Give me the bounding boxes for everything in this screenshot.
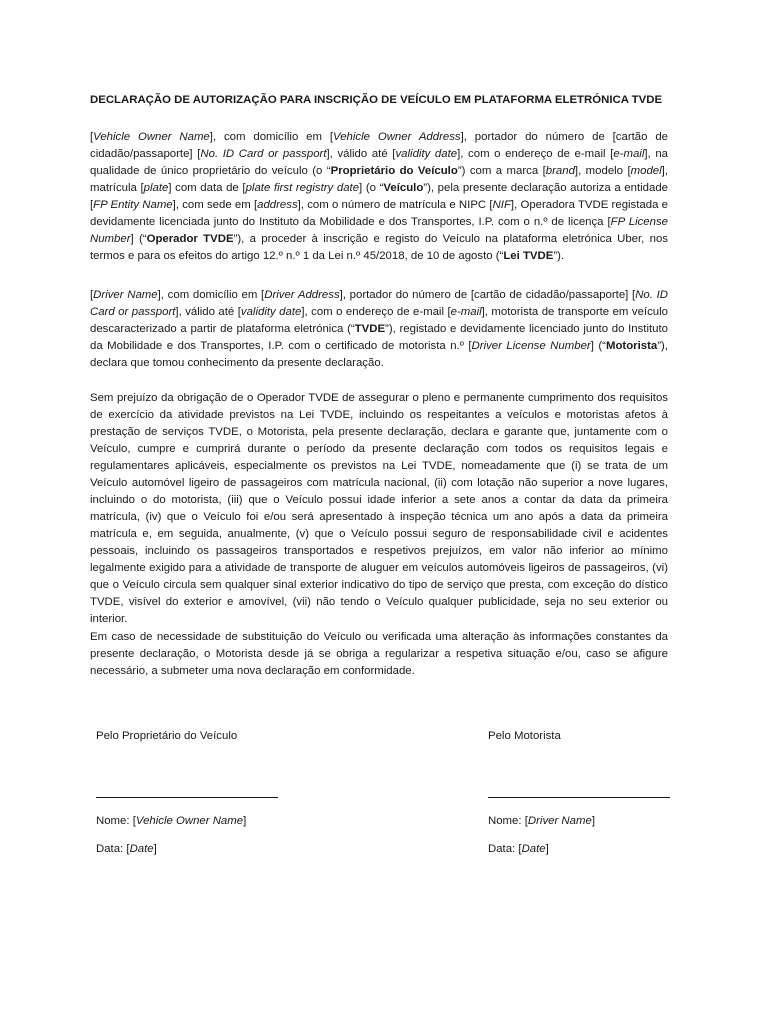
owner-signature-label: Pelo Proprietário do Veículo	[96, 730, 238, 742]
placeholder-field: No. ID Card or passport	[90, 289, 668, 318]
placeholder-field: No. ID Card or passport	[200, 148, 327, 160]
driver-name-field	[488, 813, 595, 830]
placeholder-field: Driver Name	[93, 289, 158, 301]
owner-date-value: Date	[129, 843, 154, 855]
owner-signature-line	[96, 797, 278, 798]
text-run: ], com sede em [	[172, 199, 258, 211]
text-run: Em caso de necessidade de substituição do Veículo ou verificada uma alteração às informações constantes da presente declaração, o Motorista desde já se obriga a regularizar a respetiva situação e/ou, caso se afigure necessário, a submeter uma nova declaração em conformidade.	[90, 631, 668, 677]
placeholder-field: Vehicle Owner Name	[93, 131, 210, 143]
text-run: ] (o “	[359, 182, 384, 194]
text-run: ”) com a marca [	[457, 165, 546, 177]
defined-term: Motorista	[605, 340, 658, 352]
text-run: ”).	[553, 250, 565, 262]
owner-name-field	[96, 813, 246, 830]
text-run: ] (“	[130, 233, 147, 245]
text-run: ”), a proceder à inscrição e registo do Veículo na plataforma eletrónica Uber, nos termos e para os efeitos do artigo 12.º n.º 1 da Lei n.º 45/2018, de 10 de agosto (“	[90, 233, 668, 262]
owner-date-prefix: Data: [	[96, 843, 130, 855]
text-run: ], motorista de transporte em veículo descaracterizado a partir de plataforma eletrónica (“	[90, 306, 668, 335]
owner-date-field	[96, 841, 157, 858]
text-run: [	[90, 131, 94, 143]
defined-term: Proprietário do Veículo	[330, 165, 458, 177]
text-run: ], na qualidade de único proprietário do veículo (o “	[90, 148, 668, 177]
text-run: ], portador do número de [cartão de cidadão/passaporte] [	[90, 131, 668, 160]
driver-name-suffix: ]	[591, 815, 595, 827]
placeholder-field: Vehicle Owner Address	[333, 131, 461, 143]
defined-term: TVDE	[354, 323, 386, 335]
driver-signature-label: Pelo Motorista	[488, 730, 561, 742]
text-run: ”), registado e devidamente licenciado junto do Instituto da Mobilidade e dos Transportes, I.P. com o certificado de motorista n.º [	[90, 323, 668, 352]
driver-signature-line	[488, 797, 670, 798]
placeholder-field: Driver Address	[264, 289, 340, 301]
placeholder-field: FP Entity Name	[93, 199, 173, 211]
placeholder-field: Driver License Number	[471, 340, 591, 352]
paragraph-owner-authorization	[90, 129, 668, 265]
defined-term: Operador TVDE	[146, 233, 234, 245]
owner-date-suffix: ]	[153, 843, 157, 855]
defined-term: Lei TVDE	[503, 250, 554, 262]
driver-name-value: Driver Name	[527, 815, 592, 827]
paragraph-replacement	[90, 629, 668, 680]
driver-date-prefix: Data: [	[488, 843, 522, 855]
placeholder-field: FP License Number	[90, 216, 668, 245]
text-run: Sem prejuízo da obrigação de o Operador TVDE de assegurar o pleno e permanente cumprimento dos requisitos de exercício da atividade previstos na Lei TVDE, incluindo os respeitantes a veículos e motoristas afetos à prestação de serviços TVDE, o Motorista, pela presente declaração, declara e garante que, juntamente com o Veículo, cumpre e cumprirá durante o período da presente declaração com todos os requisitos legais e regulamentares aplicáveis, especialmente os previstos na Lei TVDE, nomeadamente que (i) se trata de um Veículo automóvel ligeiro de passageiros com matrícula nacional, (ii) com lotação não superior a nove lugares, incluindo o do motorista, (iii) que o Veículo possui idade inferior a sete anos a contar da data da primeira matrícula, (iv) que o Veículo foi e/ou será apresentado à inspeção técnica um ano após a data da primeira matrícula e, em seguida, anualmente, (v) que o Veículo possui seguro de responsabilidade civil e acidentes pessoais, incluindo os passageiros transportados e respetivos prejuízos, em valor não inferior ao mínimo legalmente exigido para a atividade de transporte de aluguer em veículos automóveis ligeiros de passageiros, (vi) que o Veículo circula sem qualquer sinal exterior indicativo do tipo de serviço que presta, com exceção do dístico TVDE, visível do exterior e amovível, (vii) não tendo o Veículo qualquer publicidade, seja no seu exterior ou interior.	[90, 392, 668, 625]
text-run: ”), declara que tomou conhecimento da presente declaração.	[90, 340, 668, 369]
text-run: ], válido até [	[326, 148, 396, 160]
text-run: ], com o endereço de e-mail [	[301, 306, 451, 318]
driver-date-suffix: ]	[545, 843, 549, 855]
placeholder-field: validity date	[240, 306, 302, 318]
text-run: [	[90, 289, 94, 301]
text-run: ], válido até [	[175, 306, 241, 318]
text-run: ], modelo [	[574, 165, 631, 177]
text-run: ] com data de [	[168, 182, 246, 194]
defined-term: Veículo	[383, 182, 424, 194]
text-run: ], portador do número de [cartão de cidadão/passaporte] [	[339, 289, 636, 301]
owner-name-prefix: Nome: [	[96, 815, 136, 827]
placeholder-field: NIF	[492, 199, 511, 211]
driver-name-prefix: Nome: [	[488, 815, 528, 827]
text-run: ], com o endereço de e-mail [	[457, 148, 614, 160]
text-run: ] (“	[590, 340, 606, 352]
driver-date-field	[488, 841, 549, 858]
document-title: DECLARAÇÃO DE AUTORIZAÇÃO PARA INSCRIÇÃO DE VEÍCULO EM PLATAFORMA ELETRÓNICA TVDE	[90, 94, 663, 106]
placeholder-field: e-mail	[613, 148, 645, 160]
placeholder-field: e-mail	[450, 306, 482, 318]
text-run: ], com domicílio em [	[157, 289, 265, 301]
text-run: ], com o número de matrícula e NIPC [	[297, 199, 493, 211]
owner-name-value: Vehicle Owner Name	[135, 815, 244, 827]
text-run: ], Operadora TVDE registada e devidamente licenciada junto do Instituto da Mobilidade e dos Transportes, I.P. com o n.º de licença [	[90, 199, 668, 228]
driver-date-value: Date	[521, 843, 546, 855]
placeholder-field: brand	[545, 165, 575, 177]
owner-name-suffix: ]	[243, 815, 247, 827]
paragraph-requirements	[90, 390, 668, 628]
text-run: ], com domicílio em [	[209, 131, 334, 143]
text-run: ”), pela presente declaração autoriza a entidade [	[90, 182, 668, 211]
placeholder-field: plate	[143, 182, 169, 194]
placeholder-field: model	[630, 165, 662, 177]
placeholder-field: address	[257, 199, 298, 211]
placeholder-field: plate first registry date	[245, 182, 360, 194]
text-run: ], matrícula [	[90, 165, 668, 194]
paragraph-driver-acknowledgement	[90, 287, 668, 372]
placeholder-field: validity date	[395, 148, 458, 160]
